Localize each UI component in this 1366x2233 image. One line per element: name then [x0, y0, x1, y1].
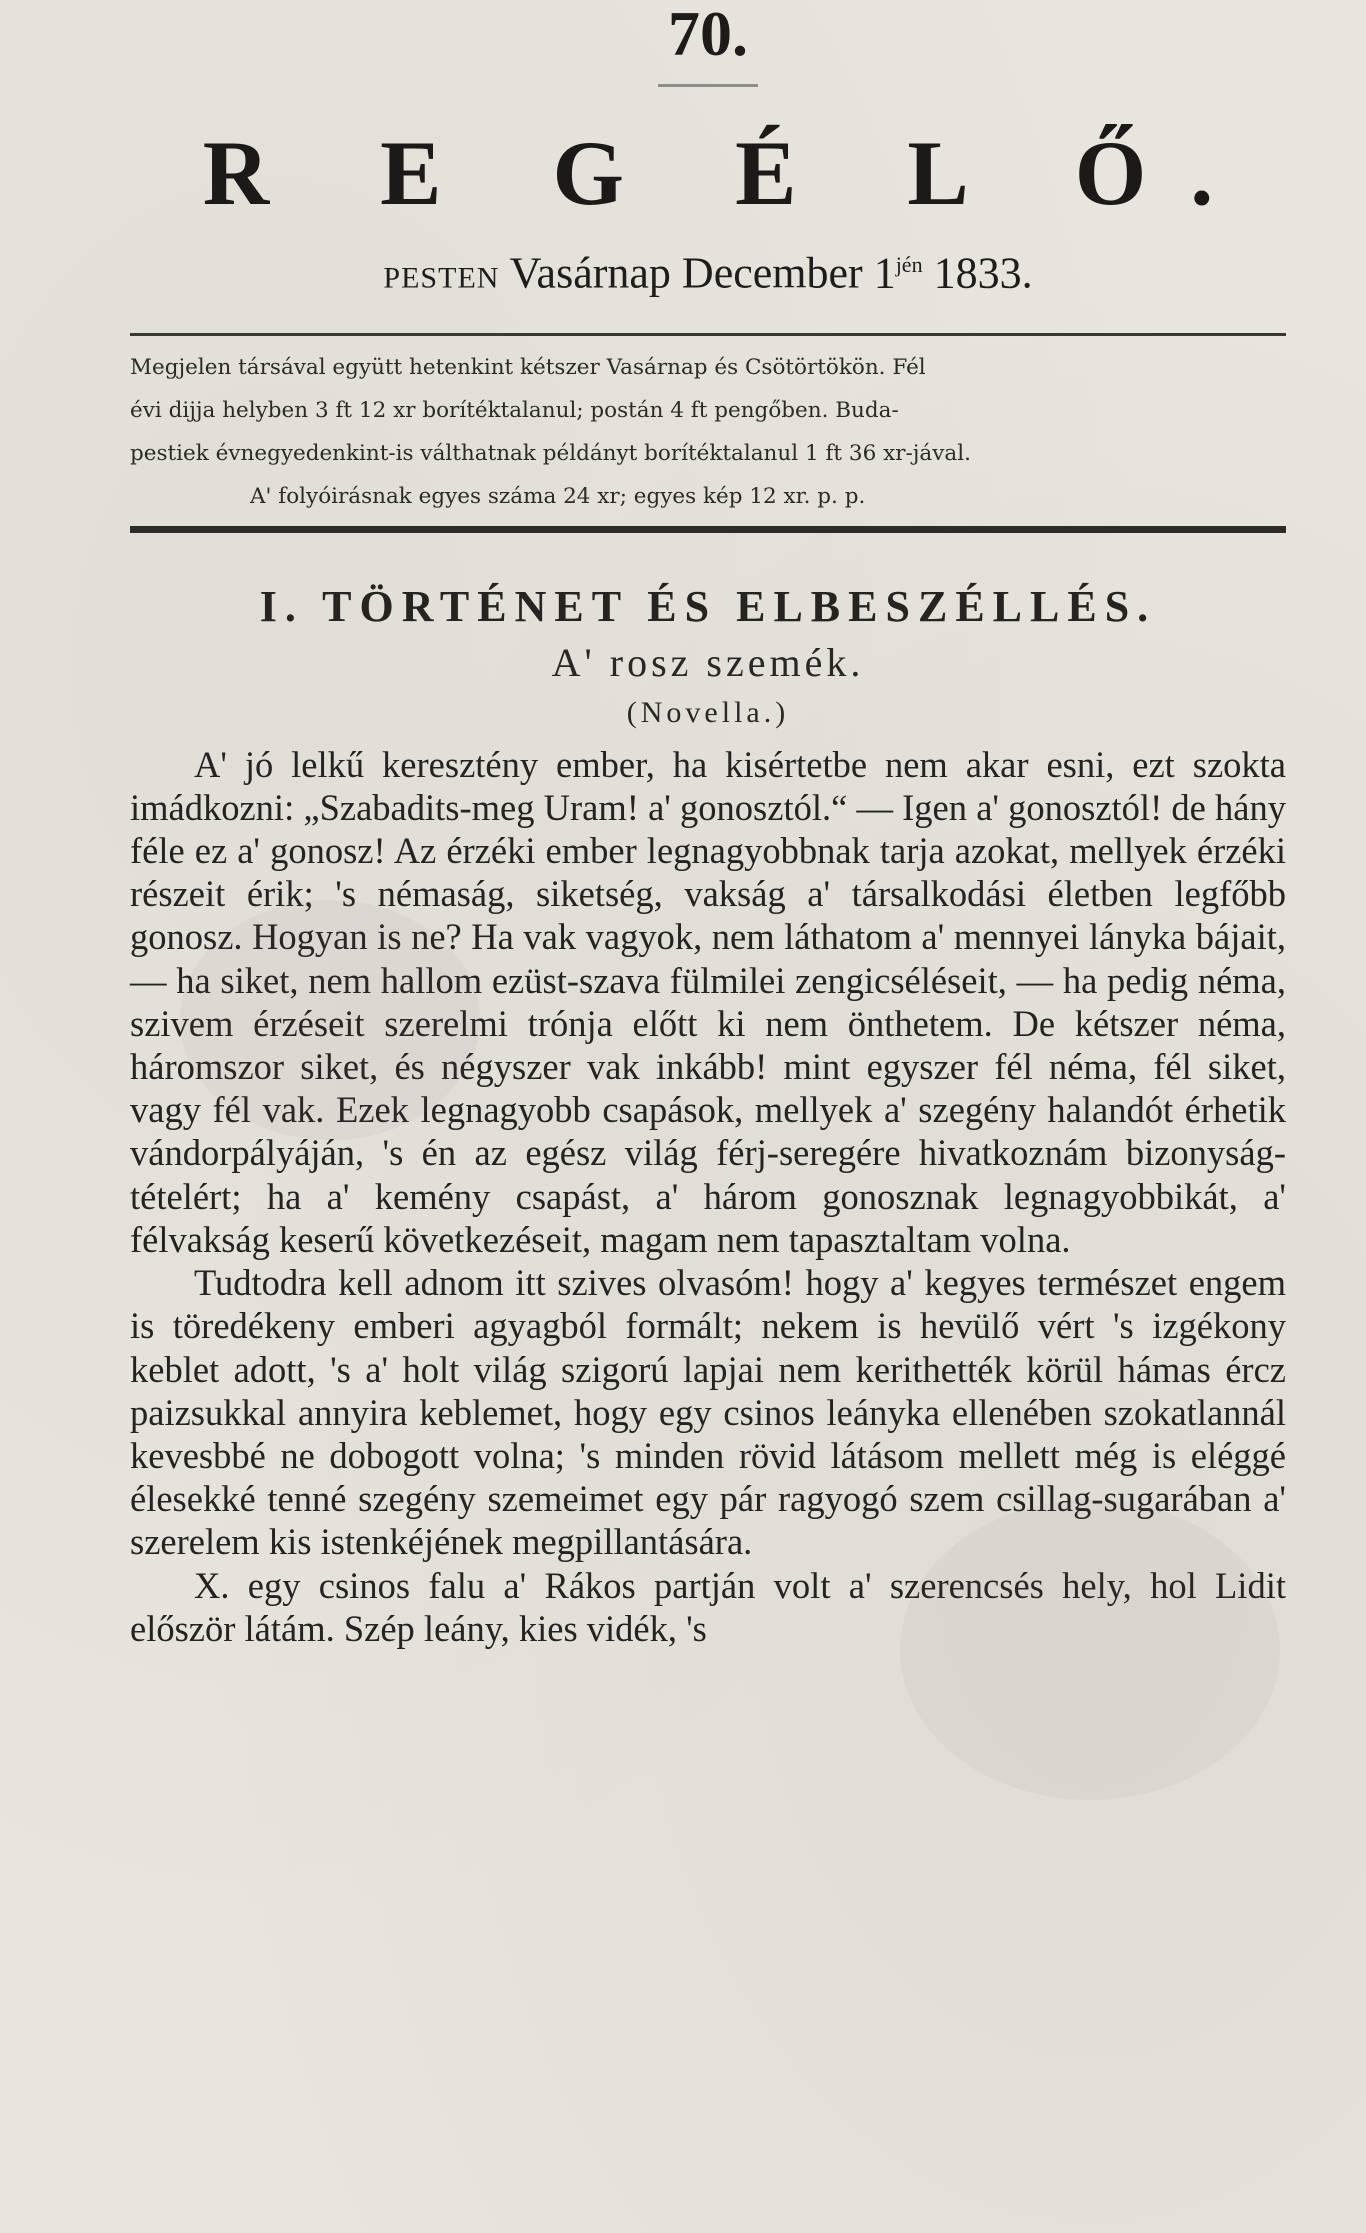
section-heading: I. TÖRTÉNET ÉS ELBESZÉLLÉS.	[259, 581, 1157, 631]
article-paragraph: A' jó lelkű keresztény ember, ha kisértetbe nem akar esni, ezt szokta imádkozni: „Szabadits-meg Uram! a' gonosztól.“ — Igen a' gonosztól! de hány féle ez a' gonosz! Az érzéki ember legnagyobbnak tarja azokat, mellyek érzéki részeit érik; 's némaság, siketség, vakság a' társalkodási életben legfőbb gonosz. Hogyan is ne? Ha vak vagyok, nem láthatom a' mennyei lányka bájait, — ha siket, nem hallom ezüst-szava fülmilei zengicséléseit, — ha pedig néma, szivem érzéseit szerelmi trónja előtt ki nem önthetem. De kétszer néma, háromszor siket, és négyszer vak inkább! mint egyszer fél néma, fél siket, vagy fél vak. Ezek legnagyobb csapások, mellyek a' szegény halandót érhetik vándorpályáján, 's én az egész világ férj-seregére hivatkoznám bizonyság-tételért; ha a' kemény csapást, a' három gonosznak legnagyobbikát, a' félvakság keserű következéseit, magam nem tapasztaltam volna.	[130, 743, 1286, 1260]
subscription-line: A' folyóirásnak egyes száma 24 xr; egyes kép 12 xr. p. p.	[250, 483, 866, 509]
header-rule	[130, 333, 1286, 336]
subscription-line: pestiek évnegyedenkint-is válthatnak példányt borítéktalanul 1 ft 36 xr-jával.	[130, 440, 971, 466]
subscription-line: évi dijja helyben 3 ft 12 xr borítéktalanul; postán 4 ft pengőben. Buda-	[130, 397, 899, 423]
story-genre: (Novella.)	[626, 695, 790, 729]
article-paragraph: Tudtodra kell adnom itt szives olvasóm! hogy a' kegyes természet engem is töredékeny emberi agyagból formált; nekem is hevülő vért 's izgékony keblet adott, 's a' holt világ szigorú lapjai nem kerithették körül hámas ércz paizsukkal annyira keblemet, hogy egy csinos leányka ellenében szokatlannál kevesbbé ne dobogott volna; 's minden rövid látásom mellett még is eléggé élesekké tenné szegény szemeimet egy pár ragyogó szem csillag-sugarában a' szerelem kis istenkéjének megpillantására.	[130, 1262, 1286, 1563]
dateline-year: 1833.	[933, 248, 1033, 298]
masthead-title: R E G É L Ő.	[202, 122, 1258, 224]
subscription-line: Megjelen társával együtt hetenkint kétszer Vasárnap és Csötörtökön. Fél	[130, 354, 926, 380]
dateline-ordinal: jén	[895, 252, 923, 277]
issue-number-rule	[658, 84, 758, 87]
dateline-place: PESTEN	[383, 261, 500, 295]
dateline-date: Vasárnap December 1	[509, 248, 896, 298]
article-body	[130, 743, 1286, 1650]
dateline	[130, 237, 1286, 307]
article-paragraph: X. egy csinos falu a' Rákos partján volt a' szerencsés hely, hol Lidit először látám. Szép leány, kies vidék, 's	[130, 1564, 1286, 1649]
issue-number: 70.	[668, 0, 748, 69]
subscription-info	[130, 346, 1286, 518]
subscription-rule	[130, 526, 1286, 533]
story-title: A' rosz szemék.	[551, 639, 865, 685]
